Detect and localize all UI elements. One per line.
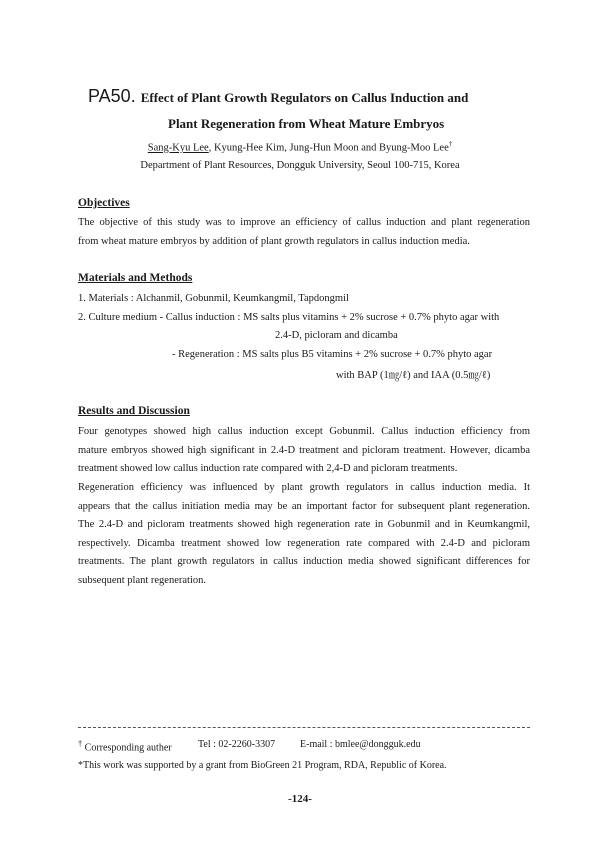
corresponding-author-note: † Corresponding auther	[78, 739, 172, 754]
methods-regeneration-cont: with BAP (1㎎/ℓ) and IAA (0.5㎎/ℓ)	[336, 370, 491, 381]
methods-heading: Materials and Methods	[78, 272, 193, 284]
funding-note: *This work was supported by a grant from BioGreen 21 Program, RDA, Republic of Korea.	[78, 760, 447, 771]
results-paragraph-1: Four genotypes showed high callus induction except Gobunmil. Callus induction efficiency from mature embryos showed high significant in 2.4-D treatment and picloram treatment. However, dicamba treatment showed low callus induction rate compared with 2,4-D and picloram treatments.	[78, 426, 530, 474]
other-authors: , Kyung-Hee Kim, Jung-Hun Moon and Byung-Moo Lee	[208, 142, 449, 154]
email: E-mail : bmlee@dongguk.edu	[300, 739, 421, 750]
results-heading: Results and Discussion	[78, 405, 190, 417]
presenting-author: Sang-Kyu Lee	[147, 142, 209, 154]
affiliation: Department of Plant Resources, Dongguk University, Seoul 100-715, Korea	[140, 160, 460, 171]
objectives-heading: Objectives	[78, 197, 130, 209]
methods-item-2-cont: 2.4-D, picloram and dicamba	[275, 330, 398, 341]
results-paragraph-2: Regeneration efficiency was influenced by plant growth regulators in callus induction media. It appears that the callus initiation media may be an important factor for subsequent plant regeneration. The 2.4-D and picloram treatments showed high regeneration rate in Gobunmil and in Keumkangmil, respectively. Dicamba treatment showed low regeneration rate compared with 2.4-D and picloram treatments. The plant growth regulators in callus induction media showed significant differences for subsequent plant regeneration.	[78, 482, 530, 586]
objectives-text: The objective of this study was to improve an efficiency of callus induction and plant regeneration from wheat mature embryos by addition of plant growth regulators in callus induction media.	[78, 217, 530, 247]
paper-title	[88, 86, 548, 131]
author-list	[0, 140, 600, 154]
page-number: -124-	[288, 793, 312, 805]
methods-regeneration: - Regeneration : MS salts plus B5 vitamins + 2% sucrose + 0.7% phyto agar	[172, 349, 493, 360]
corresponding-mark: †	[448, 140, 453, 148]
footnote-divider	[78, 727, 530, 728]
methods-item-1: 1. Materials : Alchanmil, Gobunmil, Keumkangmil, Tapdongmil	[78, 293, 349, 304]
telephone: Tel : 02-2260-3307	[198, 739, 276, 750]
abstract-code: PA50.	[88, 86, 141, 106]
title-line-2: Plant Regeneration from Wheat Mature Embryos	[168, 116, 445, 131]
methods-item-2: 2. Culture medium - Callus induction : MS salts plus vitamins + 2% sucrose + 0.7% phyto agar with	[78, 312, 500, 323]
title-line-1: Effect of Plant Growth Regulators on Callus Induction and	[140, 90, 469, 105]
